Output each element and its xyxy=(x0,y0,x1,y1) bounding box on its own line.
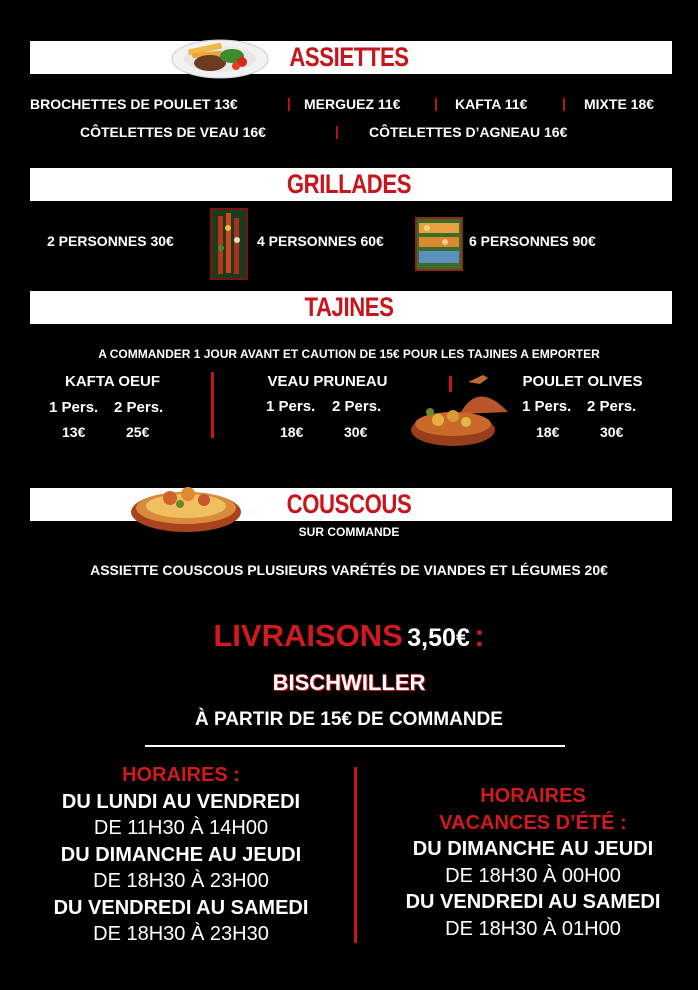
schedule-time: DE 18H30 À 00H00 xyxy=(445,864,621,887)
menu-item: CÔTELETTES DE VEAU 16€ xyxy=(80,124,266,140)
couscous-item: ASSIETTE COUSCOUS PLUSIEURS VARÉTÉS DE VIANDES ET LÉGUMES 20€ xyxy=(90,562,608,578)
schedule-days: DU LUNDI AU VENDREDI xyxy=(61,790,301,813)
size-label: 1 Pers. xyxy=(522,398,572,415)
divider xyxy=(354,767,357,943)
schedule-days: DU VENDREDI AU SAMEDI xyxy=(405,891,661,913)
tajine-poulet-olives xyxy=(500,373,665,390)
menu-item: 2 PERSONNES 30€ xyxy=(47,233,174,249)
price: 30€ xyxy=(344,424,368,440)
livraisons-price: 3,50€ xyxy=(407,624,470,652)
menu-item: KAFTA 11€ xyxy=(455,96,528,112)
size-label: 1 Pers. xyxy=(49,399,99,416)
menu-item: 6 PERSONNES 90€ xyxy=(469,233,596,249)
size-label: 1 Pers. xyxy=(266,398,316,415)
tajine-name: VEAU PRUNEAU xyxy=(267,373,388,390)
schedule-days: DU VENDREDI AU SAMEDI xyxy=(53,896,309,919)
schedule-time: DE 18H30 À 01H00 xyxy=(445,917,621,940)
price: 25€ xyxy=(126,424,150,440)
tajine-veau-pruneau xyxy=(245,373,410,390)
menu-item: MIXTE 18€ xyxy=(584,96,655,112)
schedule-days: DU DIMANCHE AU JEUDI xyxy=(60,843,302,866)
horaires-ete-title: HORAIRES xyxy=(480,785,586,807)
schedule-time: DE 18H30 À 23H00 xyxy=(93,870,269,892)
horaires-block xyxy=(21,762,341,948)
schedule-time: DE 18H30 À 23H30 xyxy=(93,923,269,945)
assiettes-title: ASSIETTES xyxy=(289,42,409,72)
menu-item: BROCHETTES DE POULET 13€ xyxy=(30,96,238,112)
couscous-title: COUSCOUS xyxy=(286,489,412,519)
divider xyxy=(211,372,214,438)
livraisons-colon: : xyxy=(474,618,485,653)
separator: | xyxy=(562,95,566,111)
skewers-image xyxy=(210,208,248,280)
tajines-note: A COMMANDER 1 JOUR AVANT ET CAUTION DE 15€ POUR LES TAJINES A EMPORTER xyxy=(98,347,600,361)
livraisons-line xyxy=(0,618,698,654)
price: 30€ xyxy=(600,424,624,440)
tajine-name: POULET OLIVES xyxy=(522,373,643,390)
size-label: 2 Pers. xyxy=(332,398,382,415)
menu-item: CÔTELETTES D’AGNEAU 16€ xyxy=(369,124,568,140)
delivery-minimum: À PARTIR DE 15€ DE COMMANDE xyxy=(195,709,503,730)
divider-line xyxy=(145,745,565,747)
kebab-platter-image xyxy=(415,217,463,271)
tajine-kafta-oeuf xyxy=(30,373,195,390)
tajines-title: TAJINES xyxy=(304,292,394,322)
couscous-subtitle: SUR COMMANDE xyxy=(298,525,400,539)
schedule-time: DE 11H30 À 14H00 xyxy=(93,817,269,839)
delivery-city: BISCHWILLER xyxy=(272,670,426,695)
tajine-name: KAFTA OEUF xyxy=(65,373,160,390)
horaires-title: HORAIRES : xyxy=(122,764,240,786)
horaires-ete-subtitle: VACANCES D’ÉTÉ : xyxy=(439,811,627,834)
price: 18€ xyxy=(280,424,304,440)
price: 13€ xyxy=(62,424,86,440)
menu-item: MERGUEZ 11€ xyxy=(304,96,401,112)
size-label: 2 Pers. xyxy=(587,398,637,415)
schedule-days: DU DIMANCHE AU JEUDI xyxy=(412,838,654,860)
livraisons-label: LIVRAISONS xyxy=(213,618,403,653)
separator: | xyxy=(335,123,339,139)
price: 18€ xyxy=(536,424,560,440)
size-label: 2 Pers. xyxy=(114,399,164,416)
menu-item: 4 PERSONNES 60€ xyxy=(257,233,384,249)
grillades-title: GRILLADES xyxy=(286,169,412,199)
horaires-ete-block xyxy=(373,783,693,942)
separator: | xyxy=(287,95,291,111)
separator: | xyxy=(434,95,438,111)
